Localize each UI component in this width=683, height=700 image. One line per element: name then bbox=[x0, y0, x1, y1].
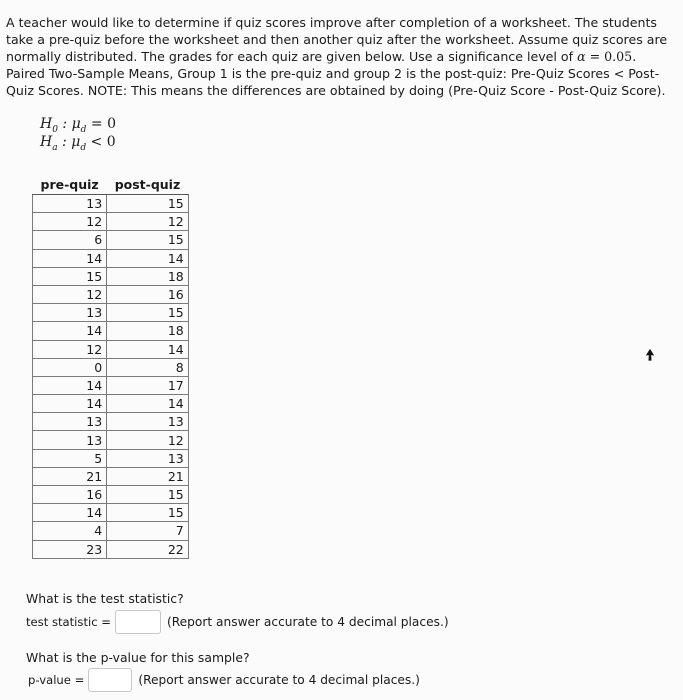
pre-quiz-cell: 14 bbox=[33, 322, 107, 340]
table-row bbox=[33, 449, 189, 467]
table-body bbox=[33, 195, 189, 559]
table-row bbox=[33, 213, 189, 231]
table-row bbox=[33, 231, 189, 249]
table-row bbox=[33, 395, 189, 413]
post-quiz-cell: 18 bbox=[107, 267, 189, 285]
post-quiz-cell: 12 bbox=[107, 213, 189, 231]
alternative-hypothesis: $H_a$ : $\mu_d < 0$ bbox=[40, 134, 116, 153]
pre-quiz-cell: 14 bbox=[33, 376, 107, 394]
quiz-scores-table bbox=[32, 174, 189, 559]
post-quiz-cell: 12 bbox=[107, 431, 189, 449]
pre-quiz-cell: 14 bbox=[33, 395, 107, 413]
pre-quiz-cell: 13 bbox=[33, 431, 107, 449]
pre-quiz-cell: 5 bbox=[33, 449, 107, 467]
pre-quiz-cell: 6 bbox=[33, 231, 107, 249]
table-row bbox=[33, 267, 189, 285]
pre-quiz-cell: 15 bbox=[33, 267, 107, 285]
mouse-pointer-icon bbox=[643, 347, 657, 363]
pre-quiz-cell: 23 bbox=[33, 540, 107, 558]
post-quiz-cell: 14 bbox=[107, 249, 189, 267]
table-row bbox=[33, 358, 189, 376]
post-quiz-cell: 13 bbox=[107, 413, 189, 431]
post-quiz-cell: 15 bbox=[107, 304, 189, 322]
post-quiz-cell: 7 bbox=[107, 522, 189, 540]
pre-quiz-cell: 12 bbox=[33, 213, 107, 231]
alpha-symbol: α bbox=[577, 49, 586, 64]
problem-text-1: A teacher would like to determine if quiz scores improve after completion of a worksheet. The students take a pre-quiz before the worksheet and then another quiz after the worksheet. Assume quiz scores are normally distributed. The grades for each quiz are given below. Use a significance level of bbox=[6, 15, 668, 64]
table-header-row bbox=[33, 174, 189, 195]
table-row bbox=[33, 467, 189, 485]
problem-text-2: Paired Two-Sample Means, Group 1 is the pre-quiz and group 2 is the post-quiz: Pre-Quiz Scores < Post-Quiz Scores. NOTE: This means the differences are obtained by doing (Pre-Quiz Score - Post-Quiz Score). bbox=[6, 66, 666, 98]
table-row bbox=[33, 249, 189, 267]
header-post-quiz: post-quiz bbox=[107, 174, 189, 195]
test-statistic-row bbox=[26, 610, 449, 634]
post-quiz-cell: 22 bbox=[107, 540, 189, 558]
header-pre-quiz: pre-quiz bbox=[33, 174, 107, 195]
pre-quiz-cell: 16 bbox=[33, 486, 107, 504]
post-quiz-cell: 21 bbox=[107, 467, 189, 485]
post-quiz-cell: 14 bbox=[107, 395, 189, 413]
p-value-label: p-value = bbox=[28, 673, 85, 687]
post-quiz-cell: 15 bbox=[107, 231, 189, 249]
table-row bbox=[33, 486, 189, 504]
table-row bbox=[33, 504, 189, 522]
post-quiz-cell: 18 bbox=[107, 322, 189, 340]
table-row bbox=[33, 304, 189, 322]
post-quiz-cell: 15 bbox=[107, 486, 189, 504]
pre-quiz-cell: 14 bbox=[33, 249, 107, 267]
table-row bbox=[33, 195, 189, 213]
post-quiz-cell: 16 bbox=[107, 285, 189, 303]
pre-quiz-cell: 14 bbox=[33, 504, 107, 522]
pre-quiz-cell: 13 bbox=[33, 304, 107, 322]
p-value-row bbox=[28, 668, 420, 692]
pre-quiz-cell: 4 bbox=[33, 522, 107, 540]
pre-quiz-cell: 13 bbox=[33, 195, 107, 213]
question-p-value: What is the p-value for this sample? bbox=[26, 650, 250, 665]
pre-quiz-cell: 12 bbox=[33, 285, 107, 303]
table-row bbox=[33, 522, 189, 540]
table-row bbox=[33, 322, 189, 340]
table-row bbox=[33, 540, 189, 558]
test-statistic-note: (Report answer accurate to 4 decimal places.) bbox=[167, 615, 449, 629]
test-statistic-input[interactable] bbox=[115, 610, 161, 634]
post-quiz-cell: 15 bbox=[107, 504, 189, 522]
pre-quiz-cell: 21 bbox=[33, 467, 107, 485]
p-value-note: (Report answer accurate to 4 decimal places.) bbox=[138, 673, 420, 687]
null-hypothesis: $H_0$ : $\mu_d = 0$ bbox=[40, 116, 116, 135]
post-quiz-cell: 15 bbox=[107, 195, 189, 213]
question-test-statistic: What is the test statistic? bbox=[26, 591, 184, 606]
table-row bbox=[33, 413, 189, 431]
table-row bbox=[33, 285, 189, 303]
p-value-input[interactable] bbox=[88, 668, 132, 692]
post-quiz-cell: 14 bbox=[107, 340, 189, 358]
alpha-value: = 0.05. bbox=[585, 49, 637, 64]
pre-quiz-cell: 12 bbox=[33, 340, 107, 358]
post-quiz-cell: 8 bbox=[107, 358, 189, 376]
post-quiz-cell: 13 bbox=[107, 449, 189, 467]
post-quiz-cell: 17 bbox=[107, 376, 189, 394]
pre-quiz-cell: 13 bbox=[33, 413, 107, 431]
table-row bbox=[33, 431, 189, 449]
problem-statement bbox=[6, 14, 674, 99]
table-row bbox=[33, 376, 189, 394]
table-row bbox=[33, 340, 189, 358]
pre-quiz-cell: 0 bbox=[33, 358, 107, 376]
test-statistic-label: test statistic = bbox=[26, 615, 111, 629]
